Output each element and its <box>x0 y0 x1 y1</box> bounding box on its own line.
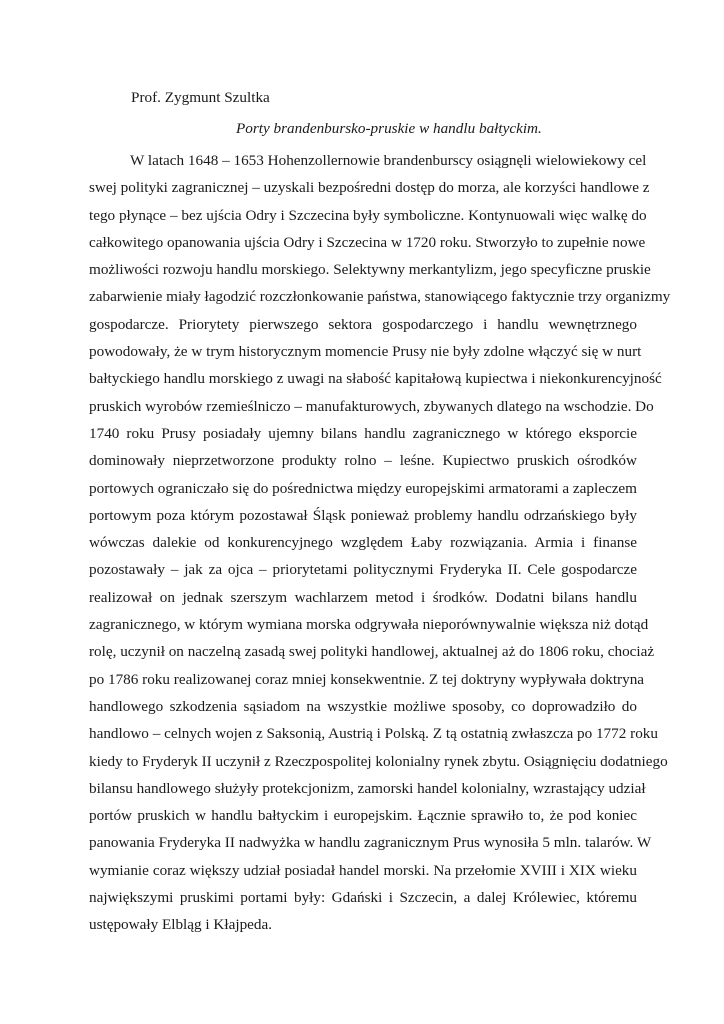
paragraph-line: bałtyckiego handlu morskiego z uwagi na słabość kapitałową kupiectwa i niekonkurencyjność <box>89 370 662 388</box>
paragraph-line: zabarwienie miały łagodzić rozczłonkowanie państwa, stanowiącego faktycznie trzy organizmy <box>89 288 671 306</box>
paragraph-line: 1740 roku Prusy posiadały ujemny bilans handlu zagranicznego w którego eksporcie <box>89 424 637 442</box>
document-title: Porty brandenbursko-pruskie w handlu bałtyckim. <box>236 120 542 137</box>
paragraph-line: portów pruskich w handlu bałtyckim i europejskim. Łącznie sprawiło to, że pod koniec <box>89 807 637 825</box>
author-name: Prof. Zygmunt Szultka <box>131 89 270 106</box>
paragraph-line: handlowo – celnych wojen z Saksonią, Austrią i Polską. Z tą ostatnią zwłaszcza po 1772 roku <box>89 725 658 743</box>
paragraph-line: dominowały nieprzetworzone produkty rolno – leśne. Kupiectwo pruskich ośrodków <box>89 452 637 470</box>
paragraph-line: realizował on jednak szerszym wachlarzem metod i środków. Dodatni bilans handlu <box>89 588 637 606</box>
paragraph-line: zagranicznego, w którym wymiana morska odgrywała nieporównywalnie większa niż dotąd <box>89 616 649 634</box>
paragraph-line: gospodarcze. Priorytety pierwszego sektora gospodarczego i handlu wewnętrznego <box>89 315 637 333</box>
paragraph-line: kiedy to Fryderyk II uczynił z Rzeczpospolitej kolonialny rynek zbytu. Osiągnięciu dodatniego <box>89 752 668 770</box>
paragraph-line: po 1786 roku realizowanej coraz mniej konsekwentnie. Z tej doktryny wypływała doktryna <box>89 670 645 688</box>
paragraph-line: wymianie coraz większy udział posiadał handel morski. Na przełomie XVIII i XIX wieku <box>89 861 637 879</box>
paragraph-line: największymi pruskimi portami były: Gdański i Szczecin, a dalej Królewiec, któremu <box>89 889 637 907</box>
paragraph-line: panowania Fryderyka II nadwyżka w handlu zagranicznym Prus wynosiła 5 mln. talarów. W <box>89 834 652 852</box>
paragraph-line: W latach 1648 – 1653 Hohenzollernowie brandenburscy osiągnęli wielowiekowy cel <box>130 152 647 169</box>
paragraph-line: powodowały, że w trym historycznym momencie Prusy nie były zdolne włączyć się w nurt <box>89 343 642 361</box>
body-paragraph <box>89 151 671 943</box>
paragraph-line: handlowego szkodzenia sąsiadom na wszystkie możliwe sposoby, co doprowadziło do <box>89 697 637 715</box>
paragraph-line: ustępowały Elbląg i Kłajpeda. <box>89 916 273 934</box>
paragraph-line: tego płynące – bez ujścia Odry i Szczecina były symboliczne. Kontynuowali więc walkę do <box>89 206 647 224</box>
paragraph-line: portowych ograniczało się do pośrednictwa między europejskimi armatorami a zapleczem <box>89 479 637 497</box>
paragraph-line: możliwości rozwoju handlu morskiego. Selektywny merkantylizm, jego specyficzne pruskie <box>89 261 651 279</box>
paragraph-line: bilansu handlowego służyły protekcjonizm, zamorski handel kolonialny, wzrastający udział <box>89 779 646 797</box>
paragraph-line: pruskich wyrobów rzemieślniczo – manufakturowych, zbywanych dlatego na wschodzie. Do <box>89 397 654 415</box>
paragraph-line: pozostawały – jak za ojca – priorytetami politycznymi Fryderyka II. Cele gospodarcze <box>89 561 637 579</box>
paragraph-line: całkowitego opanowania ujścia Odry i Szczecina w 1720 roku. Stworzyło to zupełnie nowe <box>89 233 646 251</box>
paragraph-line: portowym poza którym pozostawał Śląsk ponieważ problemy handlu odrzańskiego były <box>89 506 637 524</box>
paragraph-line: swej polityki zagranicznej – uzyskali bezpośredni dostęp do morza, ale korzyści handlowe z <box>89 179 650 197</box>
paragraph-line: wówczas dalekie od konkurencyjnego względem Łaby rozwiązania. Armia i finanse <box>89 534 637 552</box>
paragraph-line: rolę, uczynił on naczelną zasadą swej polityki handlowej, aktualnej aż do 1806 roku, chociaż <box>89 643 655 661</box>
